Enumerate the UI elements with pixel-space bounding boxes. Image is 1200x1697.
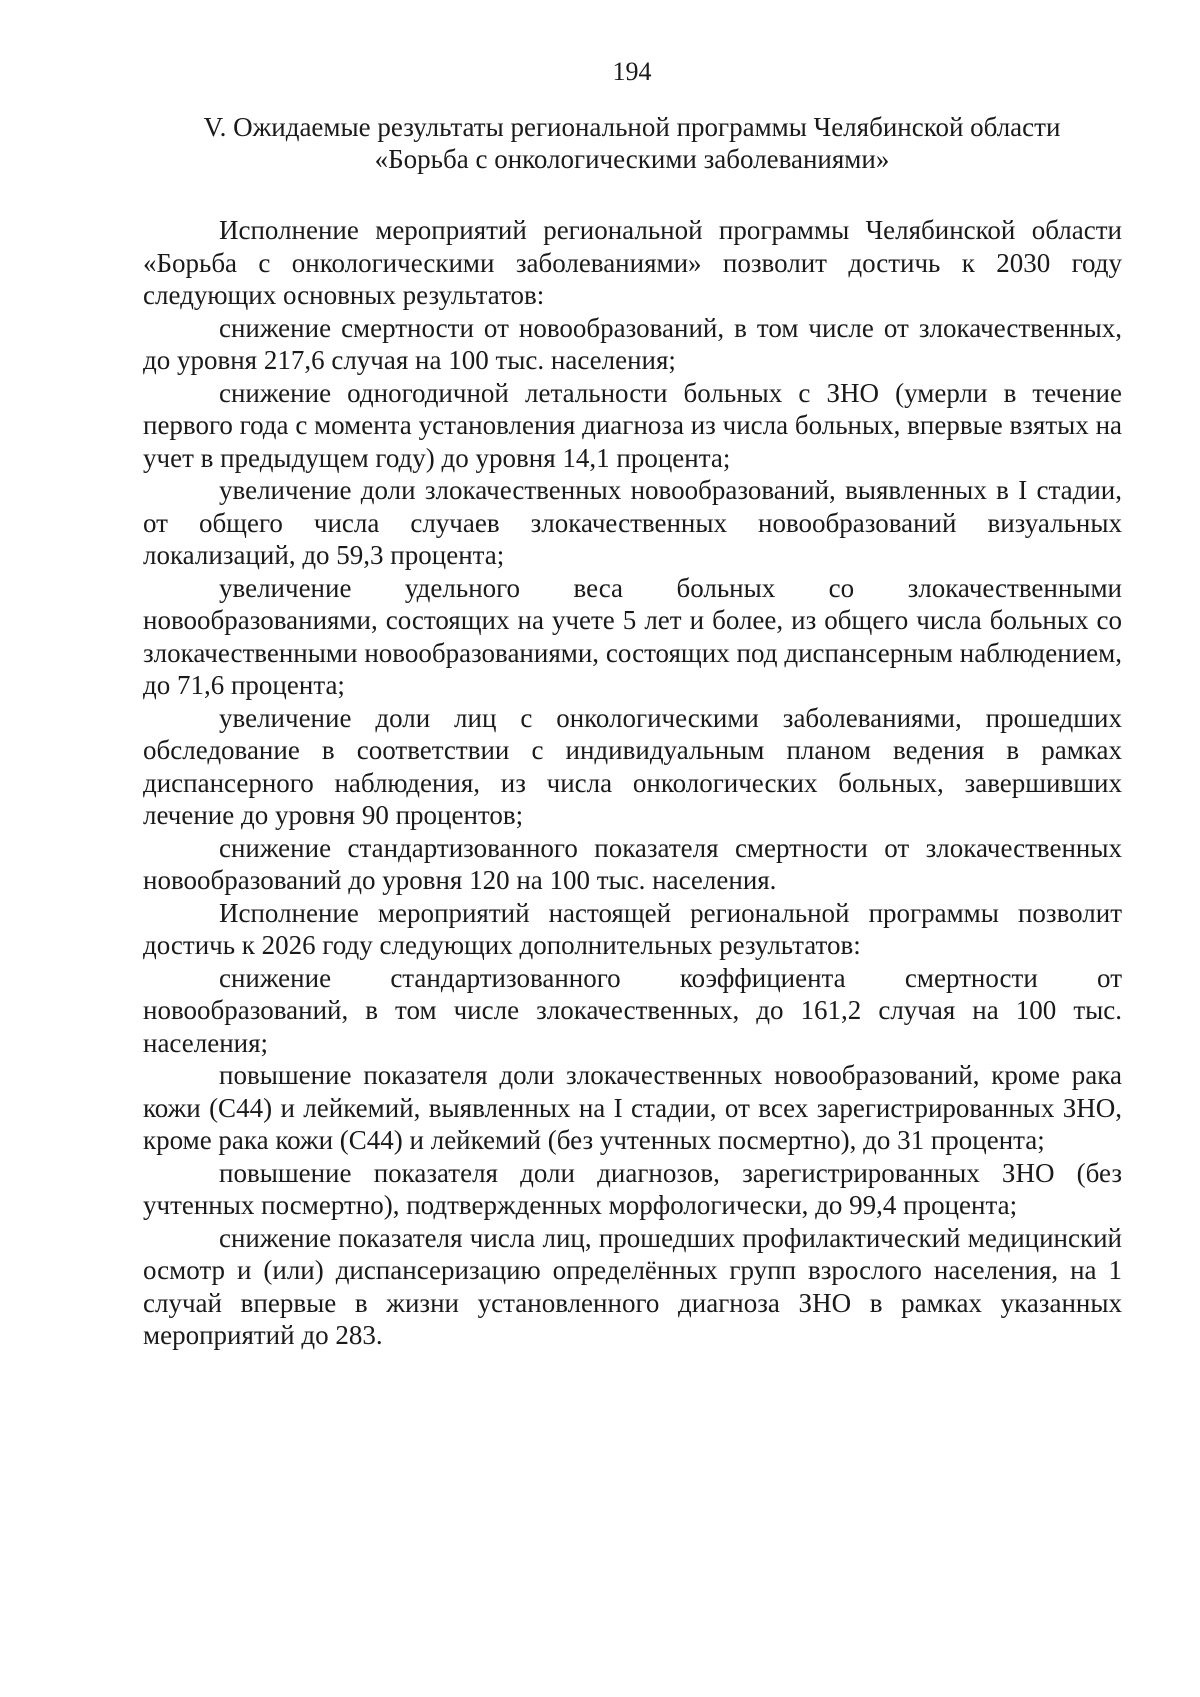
section-title [120, 111, 1144, 175]
paragraph-result-standardized-mortality: снижение стандартизованного показателя смертности от злокачественных новообразований до уровня 120 на 100 тыс. населения. [143, 832, 1122, 895]
paragraph-additional-intro: Исполнение мероприятий настоящей региональной программы позволит достичь к 2026 году следующих дополнительных результатов: [143, 897, 1122, 960]
paragraph-additional-stage-one: повышение показателя доли злокачественных новообразований, кроме рака кожи (С44) и лейкемий, выявленных на I стадии, от всех зарегистрированных ЗНО, кроме рака кожи (С44) и лейкемий (без учтенных посмертно), до 31 процента; [143, 1060, 1122, 1155]
paragraph-result-one-year-lethality: снижение одногодичной летальности больных с ЗНО (умерли в течение первого года с момента установления диагноза из числа больных, впервые взятых на учет в предыдущем году) до уровня 14,1 процента; [143, 377, 1122, 473]
paragraph-result-stage-one: увеличение доли злокачественных новообразований, выявленных в I стадии, от общего числа случаев злокачественных новообразований визуальных локализаций, до 59,3 процента; [143, 475, 1122, 570]
page-number: 194 [612, 57, 652, 86]
section-title-line-1: V. Ожидаемые результаты региональной программы Челябинской области [203, 112, 1061, 142]
section-title-line-2: «Борьба с онкологическими заболеваниями» [374, 144, 890, 174]
paragraph-additional-mortality: снижение стандартизованного коэффициента смертности от новообразований, в том числе злокачественных, до 161,2 случая на 100 тыс. населения; [143, 962, 1122, 1058]
document-body [143, 214, 1122, 1352]
paragraph-intro: Исполнение мероприятий региональной программы Челябинской области «Борьба с онкологическими заболеваниями» позволит достичь к 2030 году следующих основных результатов: [143, 215, 1122, 310]
paragraph-result-five-year: увеличение удельного веса больных со злокачественными новообразованиями, состоящих на учете 5 лет и более, из общего числа больных со злокачественными новообразованиями, состоящих под диспансерным наблюдением, до 71,6 процента; [143, 572, 1122, 700]
paragraph-result-followup: увеличение доли лиц с онкологическими заболеваниями, прошедших обследование в соответствии с индивидуальным планом ведения в рамках диспансерного наблюдения, из числа онкологических больных, завершивших лечение до уровня 90 процентов; [143, 702, 1122, 830]
paragraph-additional-morphology: повышение показателя доли диагнозов, зарегистрированных ЗНО (без учтенных посмертно), подтвержденных морфологически, до 99,4 процента; [143, 1157, 1122, 1220]
paragraph-additional-screening: снижение показателя числа лиц, прошедших профилактический медицинский осмотр и (или) диспансеризацию определённых групп взрослого населения, на 1 случай впервые в жизни установленного диагноза ЗНО в рамках указанных мероприятий до 283. [143, 1222, 1122, 1350]
paragraph-result-mortality: снижение смертности от новообразований, в том числе от злокачественных, до уровня 217,6 случая на 100 тыс. населения; [143, 312, 1122, 375]
